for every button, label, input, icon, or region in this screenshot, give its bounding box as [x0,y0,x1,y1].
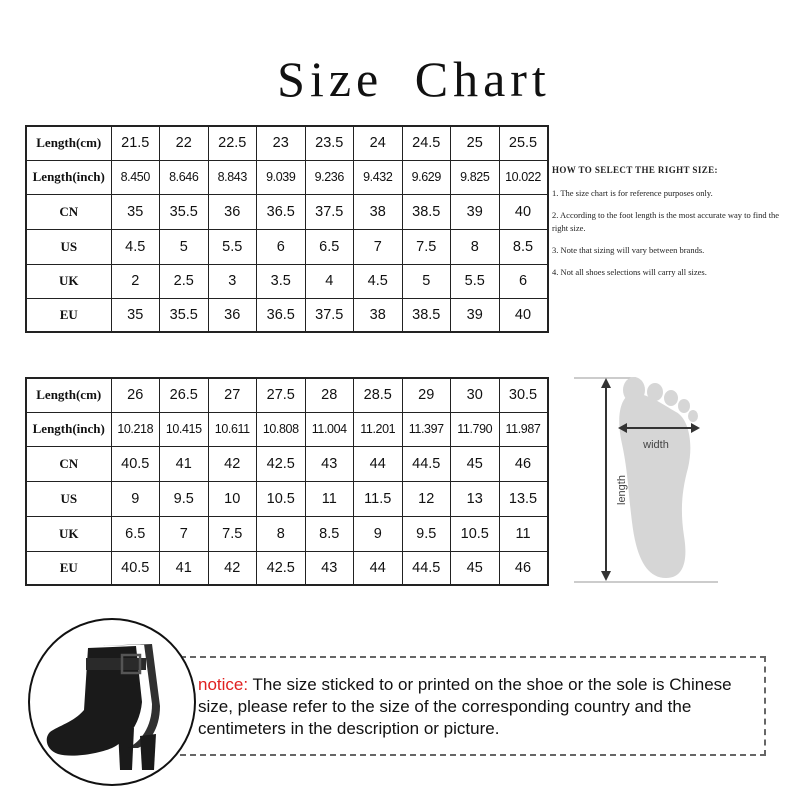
table-cell: 23.5 [305,126,354,160]
table-cell: 36 [208,194,257,229]
table-cell: 45 [451,551,500,585]
table-cell: 35 [111,194,160,229]
table-cell: 28 [305,378,354,412]
table-cell: 10.808 [257,412,306,446]
table-cell: 7 [160,516,209,551]
row-header: EU [26,298,111,332]
table-cell: 3.5 [257,264,306,298]
table-cell: 5.5 [451,264,500,298]
table-cell: 5 [160,229,209,264]
table-cell: 43 [305,551,354,585]
table-cell: 8 [451,229,500,264]
table-cell: 9 [111,481,160,516]
table-cell: 11.790 [451,412,500,446]
length-arrow-down-icon [601,571,611,581]
notice-label: notice: [198,675,249,694]
table-cell: 6 [499,264,548,298]
tip-item: 4. Not all shoes selections will carry all sizes. [552,267,707,277]
page-title: Size Chart [277,51,551,107]
table-cell: 9 [354,516,403,551]
table-cell: 42.5 [257,551,306,585]
table-cell: 9.825 [451,160,500,194]
table-cell: 26.5 [160,378,209,412]
table-cell: 9.5 [402,516,451,551]
table-cell: 43 [305,446,354,481]
table-cell: 11.987 [499,412,548,446]
table-row [26,298,548,332]
table-cell: 35 [111,298,160,332]
size-table-1 [25,125,549,333]
table-cell: 24 [354,126,403,160]
table-cell: 7.5 [208,516,257,551]
table-cell: 41 [160,551,209,585]
table-cell: 22 [160,126,209,160]
ankle-boot-icon [28,618,196,786]
row-header: Length(cm) [26,126,111,160]
table-cell: 5.5 [208,229,257,264]
table-row [26,194,548,229]
table-cell: 9.629 [402,160,451,194]
table-cell: 22.5 [208,126,257,160]
boot-photo [28,618,196,786]
boot-strap [86,658,146,670]
table-cell: 44 [354,446,403,481]
table-cell: 35.5 [160,194,209,229]
foot-silhouette-icon [619,377,698,578]
table-cell: 8.450 [111,160,160,194]
table-cell: 10.5 [451,516,500,551]
row-header: CN [26,194,111,229]
table-cell: 10.415 [160,412,209,446]
table-cell: 40 [499,194,548,229]
length-arrow-up-icon [601,378,611,388]
row-header: US [26,481,111,516]
table-cell: 23 [257,126,306,160]
table-cell: 38 [354,194,403,229]
row-header: US [26,229,111,264]
table-cell: 39 [451,298,500,332]
table-cell: 42 [208,551,257,585]
table-cell: 40 [499,298,548,332]
table-cell: 38 [354,298,403,332]
table-cell: 8.843 [208,160,257,194]
tip-item: 2. According to the foot length is the most accurate way to find the right size. [552,210,780,233]
foot-measure-diagram [570,372,722,587]
table-cell: 25.5 [499,126,548,160]
row-header: Length(cm) [26,378,111,412]
row-header: UK [26,516,111,551]
table-cell: 36.5 [257,194,306,229]
table-row [26,264,548,298]
table-cell: 6.5 [305,229,354,264]
length-label: length [616,475,628,505]
size-tips [552,165,797,288]
table-cell: 45 [451,446,500,481]
row-header: EU [26,551,111,585]
table-cell: 30.5 [499,378,548,412]
table-cell: 25 [451,126,500,160]
row-header: CN [26,446,111,481]
table-cell: 36.5 [257,298,306,332]
table-cell: 11.201 [354,412,403,446]
table-cell: 9.236 [305,160,354,194]
table-cell: 4.5 [354,264,403,298]
table-cell: 37.5 [305,298,354,332]
table-cell: 24.5 [402,126,451,160]
table-cell: 35.5 [160,298,209,332]
table-cell: 10.022 [499,160,548,194]
row-header: UK [26,264,111,298]
table-row [26,551,548,585]
table-cell: 46 [499,551,548,585]
table-cell: 46 [499,446,548,481]
table-cell: 6.5 [111,516,160,551]
table-row [26,412,548,446]
table-cell: 5 [402,264,451,298]
table-row [26,126,548,160]
table-cell: 40.5 [111,446,160,481]
table-cell: 9.5 [160,481,209,516]
tips-heading: HOW TO SELECT THE RIGHT SIZE: [552,165,718,175]
table-cell: 13 [451,481,500,516]
table-cell: 40.5 [111,551,160,585]
row-header: Length(inch) [26,412,111,446]
table-cell: 44 [354,551,403,585]
table-cell: 12 [402,481,451,516]
table-cell: 28.5 [354,378,403,412]
table-cell: 27.5 [257,378,306,412]
table-row [26,160,548,194]
table-cell: 37.5 [305,194,354,229]
table-cell: 11 [305,481,354,516]
tip-item: 3. Note that sizing will vary between brands. [552,245,705,255]
notice-text [198,674,758,740]
table-cell: 38.5 [402,194,451,229]
table-cell: 4 [305,264,354,298]
table-cell: 39 [451,194,500,229]
table-cell: 3 [208,264,257,298]
table-cell: 38.5 [402,298,451,332]
width-arrow-right-icon [691,423,700,433]
table-cell: 42.5 [257,446,306,481]
table-cell: 11 [499,516,548,551]
table-cell: 9.039 [257,160,306,194]
table-row [26,446,548,481]
table-cell: 11.5 [354,481,403,516]
table-cell: 8 [257,516,306,551]
table-cell: 10 [208,481,257,516]
table-cell: 8.5 [305,516,354,551]
table-cell: 21.5 [111,126,160,160]
table-cell: 6 [257,229,306,264]
notice-body: The size sticked to or printed on the shoe or the sole is Chinese size, please refer to the size of the corresponding country and the centimeters in the description or picture. [198,675,732,738]
table-cell: 10.5 [257,481,306,516]
tip-item: 1. The size chart is for reference purposes only. [552,188,713,198]
table-row [26,229,548,264]
table-cell: 41 [160,446,209,481]
table-cell: 26 [111,378,160,412]
table-cell: 8.646 [160,160,209,194]
table-cell: 29 [402,378,451,412]
table-cell: 4.5 [111,229,160,264]
table-cell: 9.432 [354,160,403,194]
table-cell: 10.218 [111,412,160,446]
table-cell: 44.5 [402,551,451,585]
table-cell: 2 [111,264,160,298]
table-cell: 27 [208,378,257,412]
table-row [26,481,548,516]
row-header: Length(inch) [26,160,111,194]
table-cell: 44.5 [402,446,451,481]
width-label: width [643,439,669,451]
table-cell: 8.5 [499,229,548,264]
table-cell: 36 [208,298,257,332]
table-cell: 42 [208,446,257,481]
table-cell: 7.5 [402,229,451,264]
table-row [26,378,548,412]
size-table-2 [25,377,549,586]
table-cell: 11.004 [305,412,354,446]
table-cell: 30 [451,378,500,412]
table-cell: 11.397 [402,412,451,446]
table-cell: 2.5 [160,264,209,298]
table-cell: 7 [354,229,403,264]
table-row [26,516,548,551]
table-cell: 13.5 [499,481,548,516]
table-cell: 10.611 [208,412,257,446]
